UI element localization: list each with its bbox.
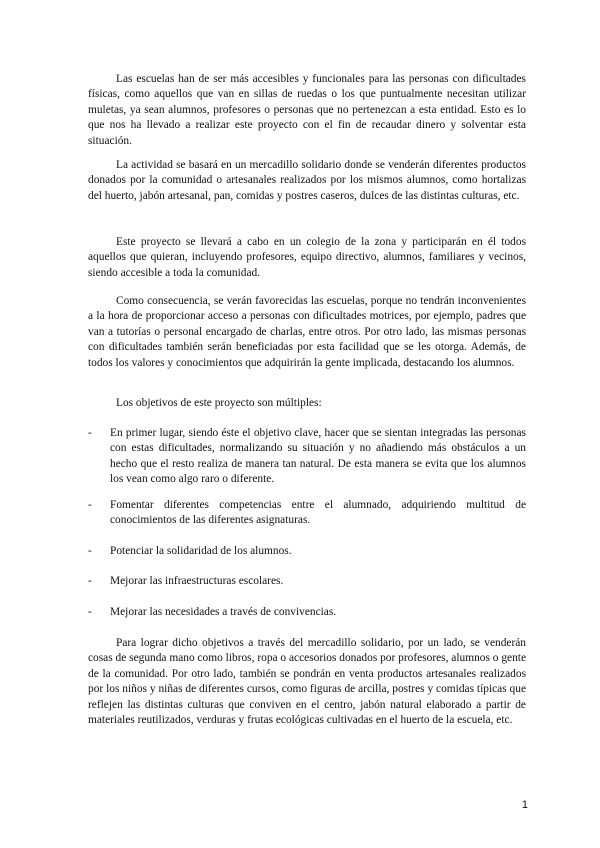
paragraph-objectives-intro: Los objetivos de este proyecto son múltiples:: [116, 397, 322, 409]
page-number: 1: [521, 799, 528, 811]
bullet-marker: -: [88, 575, 92, 587]
paragraph-activity: La actividad se basará en un mercadillo solidario donde se venderán diferentes productos donados por la comunidad o artesanales realizados por los mismos alumnos, como hortalizas del huerto, jabón artesanal, pan, comidas y postres caseros, dulces de las distintas culturas, etc.: [88, 159, 526, 202]
objective-text: Fomentar diferentes competencias entre el alumnado, adquiriendo multitud de conocimientos de las diferentes asignaturas.: [110, 499, 526, 527]
objective-text: Mejorar las infraestructuras escolares.: [110, 575, 284, 587]
paragraph-closing: Para lograr dicho objetivos a través del mercadillo solidario, por un lado, se venderán cosas de segunda mano como libros, ropa o accesorios donados por profesores, alumnos o gente de la comunidad. Por otro lado, también se pondrán en venta productos artesanales realizados por los niños y niñas de diferentes cursos, como figuras de arcilla, postres y comidas típicas que reflejen las distintas culturas que conviven en el centro, jabón natural elaborado a partir de materiales reutilizados, verduras y frutas ecológicas cultivadas en el huerto de la escuela, etc.: [88, 637, 526, 727]
bullet-marker: -: [88, 499, 92, 511]
paragraph-project-location: Este proyecto se llevará a cabo en un colegio de la zona y participarán en él todos aquellos que quieran, incluyendo profesores, equipo directivo, alumnos, familiares y vecinos, siendo accesible a toda la comunidad.: [88, 236, 526, 279]
bullet-marker: -: [88, 606, 92, 618]
paragraph-intro: Las escuelas han de ser más accesibles y funcionales para las personas con dificultades físicas, como aquellos que van en sillas de ruedas o los que puntualmente necesitan utilizar muletas, ya sean alumnos, profesores o personas que no pertenezcan a esta entidad. Esto es lo que nos ha llevado a realizar este proyecto con el fin de recaudar dinero y solventar esta situación.: [88, 73, 526, 147]
bullet-marker: -: [88, 545, 92, 557]
objective-text: En primer lugar, siendo éste el objetivo clave, hacer que se sientan integradas las personas con estas dificultades, normalizando su situación y no añadiendo más obstáculos a un hecho que el resto realiza de manera tan natural. De esta manera se evita que los alumnos los vean como algo raro o diferente.: [110, 427, 526, 486]
objective-text: Potenciar la solidaridad de los alumnos.: [110, 545, 292, 557]
paragraph-consequences: Como consecuencia, se verán favorecidas las escuelas, porque no tendrán inconvenientes a la hora de proporcionar acceso a personas con dificultades motrices, por ejemplo, padres que van a tutorías o personal encargado de charlas, entre otros. Por otro lado, las mismas personas con dificultades también serán beneficiadas por esta facilidad que se les otorga. Además, de todos los valores y conocimientos que adquirirán la gente implicada, destacando los alumnos.: [88, 295, 526, 369]
objective-text: Mejorar las necesidades a través de convivencias.: [110, 606, 337, 618]
bullet-marker: -: [88, 427, 92, 439]
